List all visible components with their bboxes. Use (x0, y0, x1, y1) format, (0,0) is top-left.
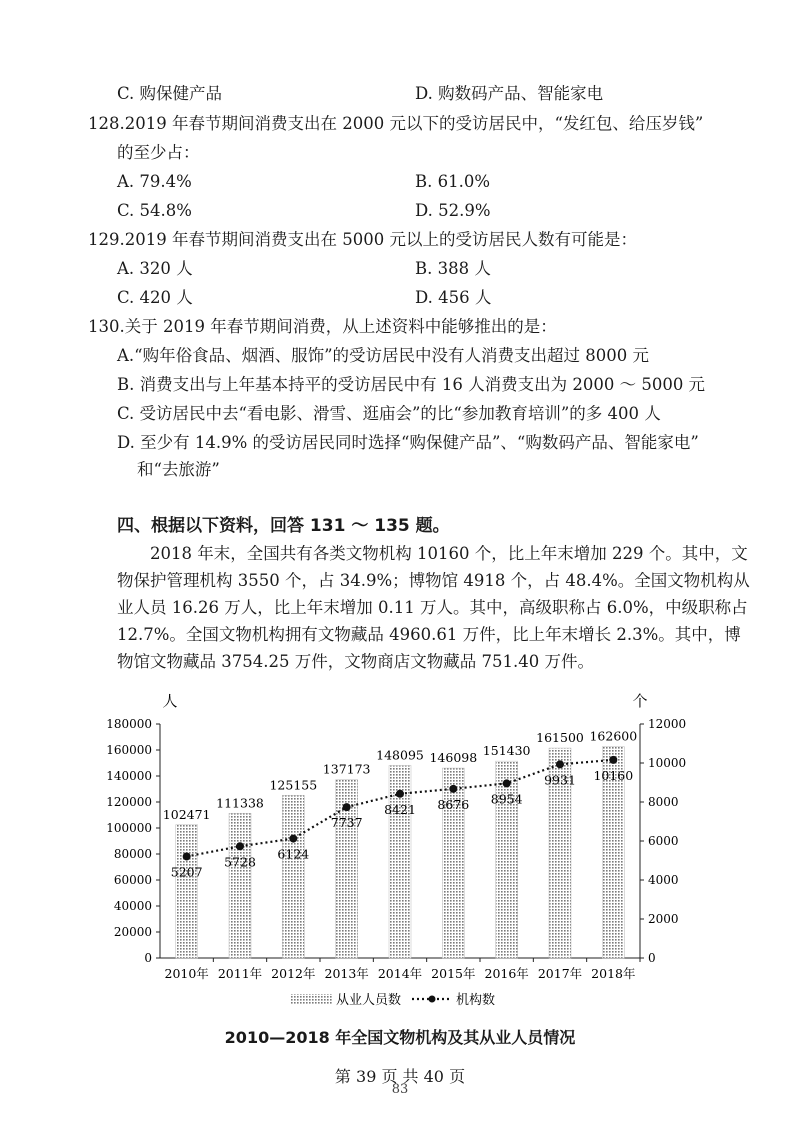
institution-point (449, 785, 457, 793)
legend-line-marker (429, 996, 436, 1003)
q127-option-d: D. 购数码产品、智能家电 (415, 84, 604, 103)
bar (229, 813, 251, 958)
right-tick-label: 12000 (648, 717, 687, 731)
x-tick-label: 2016年 (484, 966, 529, 981)
q130-option-a: A.“购年俗食品、烟酒、服饰”的受访居民中没有人消费支出超过 8000 元 (117, 346, 650, 365)
bar-value-label: 146098 (429, 750, 478, 766)
bar (176, 825, 198, 958)
institution-value-label: 5207 (170, 864, 203, 880)
q128-stem: 128.2019 年春节期间消费支出在 2000 元以下的受访居民中，“发红包、给压岁钱” (88, 114, 704, 133)
institution-value-label: 7737 (330, 815, 363, 831)
institution-point (609, 756, 617, 764)
legend-line-label: 机构数 (456, 993, 496, 1008)
q130-option-d: D. 至少有 14.9% 的受访居民同时选择“购保健产品”、“购数码产品、智能家电” (117, 433, 699, 452)
institution-point (236, 842, 244, 850)
q128-option-d: D. 52.9% (415, 201, 491, 220)
combo-chart (0, 690, 800, 1020)
q129-option-b: B. 388 人 (415, 259, 491, 278)
right-tick-label: 0 (648, 951, 656, 965)
left-tick-label: 120000 (106, 795, 152, 809)
bar-value-label: 148095 (376, 747, 424, 763)
q128-option-a: A. 79.4% (117, 172, 192, 191)
left-axis-unit: 人 (162, 692, 178, 710)
right-axis-unit: 个 (632, 692, 648, 710)
bar-value-label: 151430 (482, 743, 531, 759)
left-tick-label: 140000 (106, 769, 152, 783)
chart-title: 2010—2018 年全国文物机构及其从业人员情况 (224, 1028, 576, 1047)
x-tick-label: 2017年 (537, 966, 583, 981)
right-tick-label: 6000 (648, 834, 679, 848)
bar-value-label: 162600 (589, 728, 638, 744)
x-tick-label: 2010年 (164, 966, 209, 981)
left-tick-label: 60000 (113, 873, 152, 887)
institution-value-label: 5728 (224, 854, 256, 870)
left-tick-label: 180000 (106, 717, 152, 731)
q129-option-a: A. 320 人 (117, 259, 193, 278)
institution-point (503, 779, 511, 787)
paragraph-line: 2018 年末，全国共有各类文物机构 10160 个，比上年末增加 229 个。其中，文 (150, 544, 748, 563)
institution-value-label: 10160 (593, 767, 634, 783)
institution-value-label: 9931 (544, 772, 576, 788)
x-tick-label: 2011年 (217, 966, 263, 981)
institution-value-label: 8676 (437, 796, 470, 812)
institution-point (556, 760, 564, 768)
q130-option-b: B. 消费支出与上年基本持平的受访居民中有 16 人消费支出为 2000 ～ 5000 元 (117, 375, 706, 394)
section-paragraph (117, 540, 750, 675)
q129-option-c: C. 420 人 (117, 288, 193, 307)
q130-option-c: C. 受访居民中去“看电影、滑雪、逛庙会”的比“参加教育培训”的多 400 人 (117, 404, 661, 423)
left-tick-label: 0 (144, 951, 152, 965)
left-tick-label: 20000 (113, 925, 152, 939)
institution-point (343, 803, 351, 811)
x-tick-label: 2012年 (271, 966, 316, 981)
right-tick-label: 4000 (648, 873, 679, 887)
q129-stem: 129.2019 年春节期间消费支出在 5000 元以上的受访居民人数有可能是： (88, 230, 637, 249)
q128-stem-cont: 的至少占： (117, 143, 200, 162)
q130-stem: 130.关于 2019 年春节期间消费，从上述资料中能够推出的是： (88, 317, 557, 336)
section-heading: 四、根据以下资料，回答 131 ～ 135 题。 (117, 516, 450, 536)
bar-value-label: 102471 (162, 806, 211, 822)
institution-point (183, 852, 191, 860)
bar-value-label: 111338 (216, 795, 264, 811)
q127-option-c: C. 购保健产品 (117, 84, 223, 103)
q129-option-d: D. 456 人 (415, 288, 492, 307)
institution-value-label: 8954 (490, 791, 523, 807)
left-tick-label: 80000 (113, 847, 152, 861)
paragraph-line: 12.7%。全国文物机构拥有文物藏品 4960.61 万件，比上年末增长 2.3%。其中，博 (117, 625, 741, 644)
q128-option-b: B. 61.0% (415, 172, 491, 191)
institution-value-label: 6124 (277, 846, 310, 862)
q128-option-c: C. 54.8% (117, 201, 192, 220)
left-tick-label: 40000 (113, 899, 152, 913)
legend-bar-swatch (290, 994, 332, 1005)
paragraph-line: 业人员 16.26 万人，比上年末增加 0.11 万人。其中，高级职称占 6.0%，中级职称占 (117, 598, 748, 617)
bar-value-label: 137173 (322, 761, 371, 777)
x-tick-label: 2018年 (591, 966, 636, 981)
bar-value-label: 161500 (536, 730, 584, 746)
legend-bar-label: 从业人员数 (336, 993, 402, 1008)
left-tick-label: 160000 (106, 743, 152, 757)
q130-option-d-cont: 和“去旅游” (137, 460, 220, 479)
bar-value-label: 125155 (269, 777, 318, 793)
institution-value-label: 8421 (384, 801, 416, 817)
page-number: 第 39 页 共 40 页 (334, 1067, 466, 1086)
paragraph-line: 物馆文物藏品 3754.25 万件，文物商店文物藏品 751.40 万件。 (117, 652, 594, 671)
left-tick-label: 100000 (106, 821, 152, 835)
right-tick-label: 8000 (648, 795, 679, 809)
bar (282, 795, 304, 958)
right-tick-label: 10000 (648, 756, 687, 770)
institution-point (396, 790, 404, 798)
page-sub-number: 83 (391, 1082, 409, 1097)
x-tick-label: 2015年 (431, 966, 476, 981)
x-tick-label: 2013年 (324, 966, 369, 981)
x-tick-label: 2014年 (377, 966, 423, 981)
institution-point (289, 835, 297, 843)
right-tick-label: 2000 (648, 912, 679, 926)
paragraph-line: 物保护管理机构 3550 个，占 34.9%；博物馆 4918 个，占 48.4%。全国文物机构从 (117, 571, 750, 590)
